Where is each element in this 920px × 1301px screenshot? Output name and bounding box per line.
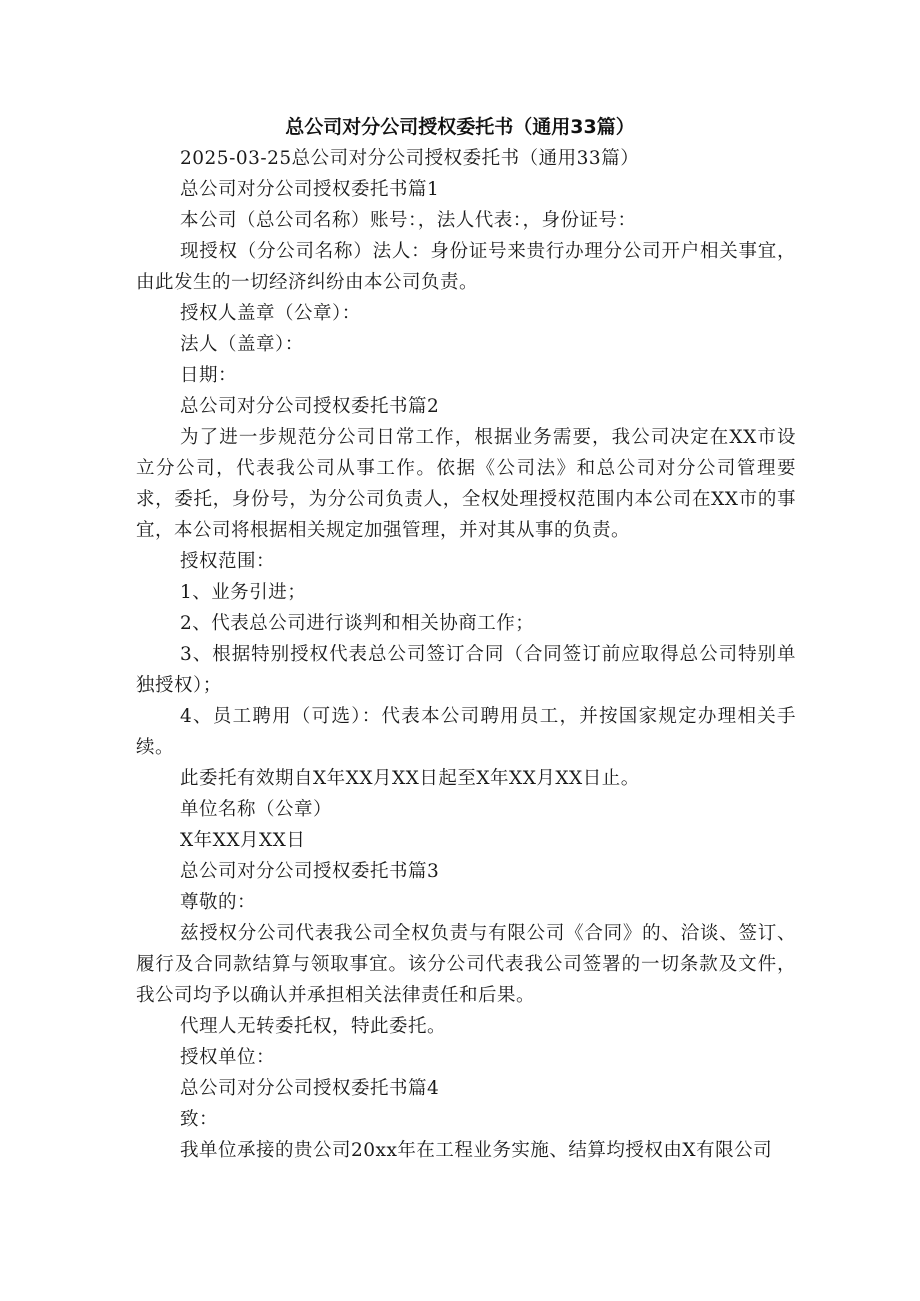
paragraph: 我单位承接的贵公司20xx年在工程业务实施、结算均授权由X有限公司 (180, 1140, 773, 1161)
document-body (136, 143, 796, 1166)
section-heading-1: 总公司对分公司授权委托书篇1 (180, 179, 440, 200)
paragraph: 兹授权分公司代表我公司全权负责与有限公司《合同》的、洽谈、签订、履行及合同款结算与领取事宜。该分公司代表我公司签署的一切条款及文件，我公司均予以确认并承担相关法律责任和后果。 (136, 923, 796, 1006)
signature-line: 授权人盖章（公章）： (180, 303, 361, 324)
section-heading-2: 总公司对分公司授权委托书篇2 (180, 396, 440, 417)
date-line: 2025-03-25总公司对分公司授权委托书（通用33篇） (180, 148, 640, 169)
paragraph: 现授权（分公司名称）法人：身份证号来贵行办理分公司开户相关事宜，由此发生的一切经济纠纷由本公司负责。 (136, 241, 796, 293)
section-heading-3: 总公司对分公司授权委托书篇3 (180, 861, 440, 882)
signature-line: 单位名称（公章） (180, 799, 333, 820)
paragraph: 此委托有效期自X年XX月XX日起至X年XX月XX日止。 (180, 768, 640, 789)
paragraph: 授权范围： (180, 551, 276, 572)
salutation: 尊敬的： (180, 892, 257, 913)
salutation: 致： (180, 1109, 219, 1130)
paragraph: 为了进一步规范分公司日常工作，根据业务需要，我公司决定在XX市设立分公司，代表我公司从事工作。依据《公司法》和总公司对分公司管理要求，委托，身份号，为分公司负责人，全权处理授权范围内本公司在XX市的事宜，本公司将根据相关规定加强管理，并对其从事的负责。 (136, 427, 796, 541)
list-item: 1、业务引进； (180, 582, 307, 603)
section-heading-4: 总公司对分公司授权委托书篇4 (180, 1078, 440, 1099)
paragraph: 本公司（总公司名称）账号：，法人代表：，身份证号： (180, 210, 637, 231)
list-item: 3、根据特别授权代表总公司签订合同（合同签订前应取得总公司特别单独授权）； (136, 644, 796, 696)
signature-line: 授权单位： (180, 1047, 276, 1068)
list-item: 2、代表总公司进行谈判和相关协商工作； (180, 613, 535, 634)
date-field: X年XX月XX日 (180, 830, 306, 851)
signature-line: 法人（盖章）： (180, 334, 304, 355)
document-title: 总公司对分公司授权委托书（通用33篇） (285, 116, 635, 138)
paragraph: 代理人无转委托权，特此委托。 (180, 1016, 447, 1037)
date-field: 日期： (180, 365, 238, 386)
list-item: 4、员工聘用（可选）：代表本公司聘用员工，并按国家规定办理相关手续。 (136, 706, 796, 758)
